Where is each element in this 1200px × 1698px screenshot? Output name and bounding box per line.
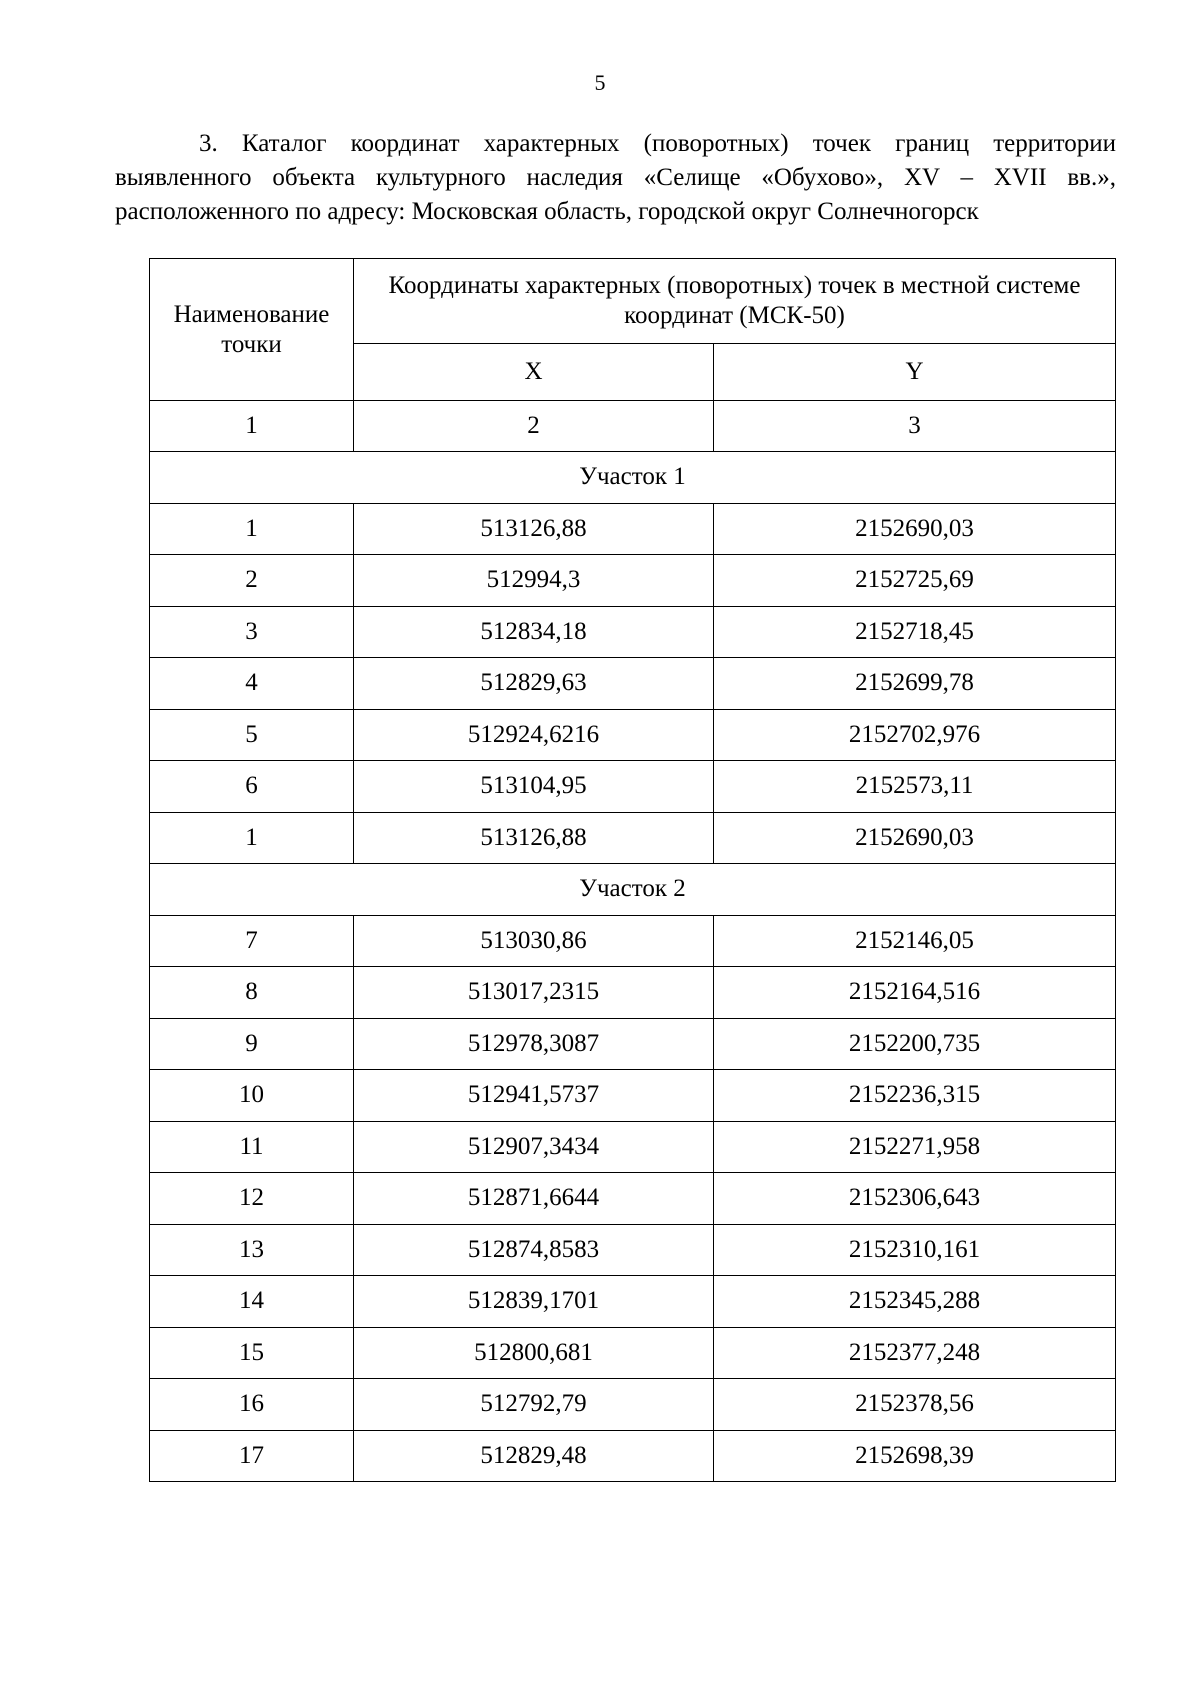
- table-row: [150, 503, 1116, 555]
- table-row: [150, 555, 1116, 607]
- page-number: 5: [594, 70, 606, 95]
- table-row: [150, 606, 1116, 658]
- x-coordinate-cell: 512941,5737: [354, 1070, 714, 1122]
- y-coordinate-cell: 2152702,976: [714, 709, 1116, 761]
- table-row: [150, 761, 1116, 813]
- column-number-1: 1: [150, 401, 354, 452]
- point-number-cell: 15: [150, 1327, 354, 1379]
- document-heading: [115, 127, 1116, 229]
- table-row: [150, 1276, 1116, 1328]
- x-coordinate-cell: 512978,3087: [354, 1018, 714, 1070]
- x-coordinate-cell: 512839,1701: [354, 1276, 714, 1328]
- x-coordinate-cell: 513030,86: [354, 915, 714, 967]
- point-name-header: Наименование точки: [150, 259, 354, 401]
- coordinates-table: [149, 258, 1116, 1482]
- table-row: [150, 1430, 1116, 1482]
- point-number-cell: 10: [150, 1070, 354, 1122]
- x-coordinate-cell: 512800,681: [354, 1327, 714, 1379]
- point-number-cell: 12: [150, 1173, 354, 1225]
- point-number-cell: 13: [150, 1224, 354, 1276]
- section-title: Участок 2: [150, 864, 1116, 916]
- y-coordinate-cell: 2152306,643: [714, 1173, 1116, 1225]
- table-row: [150, 1070, 1116, 1122]
- table-row: [150, 812, 1116, 864]
- y-coordinate-cell: 2152378,56: [714, 1379, 1116, 1431]
- heading-line-3: расположенного по адресу: Московская область, городской округ Солнечногорск: [115, 198, 979, 225]
- y-coordinate-cell: 2152164,516: [714, 967, 1116, 1019]
- section-row: [150, 452, 1116, 504]
- table-row: [150, 1018, 1116, 1070]
- y-coordinate-cell: 2152200,735: [714, 1018, 1116, 1070]
- y-coordinate-cell: 2152718,45: [714, 606, 1116, 658]
- y-coordinate-cell: 2152345,288: [714, 1276, 1116, 1328]
- header-row: [150, 259, 1116, 344]
- x-coordinate-cell: 512829,63: [354, 658, 714, 710]
- x-coordinate-cell: 512829,48: [354, 1430, 714, 1482]
- table-row: [150, 1121, 1116, 1173]
- x-coordinate-cell: 512994,3: [354, 555, 714, 607]
- section-title: Участок 1: [150, 452, 1116, 504]
- x-coordinate-cell: 513126,88: [354, 812, 714, 864]
- y-coordinate-cell: 2152725,69: [714, 555, 1116, 607]
- table-row: [150, 1379, 1116, 1431]
- point-number-cell: 16: [150, 1379, 354, 1431]
- y-coordinate-cell: 2152236,315: [714, 1070, 1116, 1122]
- y-coordinate-cell: 2152310,161: [714, 1224, 1116, 1276]
- y-header: Y: [714, 344, 1116, 401]
- column-number-2: 2: [354, 401, 714, 452]
- point-number-cell: 2: [150, 555, 354, 607]
- table-row: [150, 967, 1116, 1019]
- x-coordinate-cell: 512924,6216: [354, 709, 714, 761]
- point-number-cell: 4: [150, 658, 354, 710]
- y-coordinate-cell: 2152573,11: [714, 761, 1116, 813]
- x-coordinate-cell: 513017,2315: [354, 967, 714, 1019]
- heading-line-1: 3. Каталог координат характерных (поворотных) точек границ территории: [199, 130, 1116, 157]
- x-coordinate-cell: 512834,18: [354, 606, 714, 658]
- point-number-cell: 1: [150, 812, 354, 864]
- y-coordinate-cell: 2152690,03: [714, 812, 1116, 864]
- table-row: [150, 1173, 1116, 1225]
- y-coordinate-cell: 2152698,39: [714, 1430, 1116, 1482]
- x-coordinate-cell: 513104,95: [354, 761, 714, 813]
- x-coordinate-cell: 512871,6644: [354, 1173, 714, 1225]
- section-row: [150, 864, 1116, 916]
- table-row: [150, 709, 1116, 761]
- x-header: X: [354, 344, 714, 401]
- x-coordinate-cell: 512792,79: [354, 1379, 714, 1431]
- point-number-cell: 11: [150, 1121, 354, 1173]
- point-number-cell: 8: [150, 967, 354, 1019]
- point-number-cell: 17: [150, 1430, 354, 1482]
- x-coordinate-cell: 512907,3434: [354, 1121, 714, 1173]
- coords-title-header: Координаты характерных (поворотных) точек в местной системе координат (МСК-50): [354, 259, 1116, 344]
- heading-line-2: выявленного объекта культурного наследия «Селище «Обухово», XV – XVII вв.»,: [115, 164, 1116, 191]
- point-number-cell: 6: [150, 761, 354, 813]
- y-coordinate-cell: 2152690,03: [714, 503, 1116, 555]
- table-row: [150, 915, 1116, 967]
- column-number-row: [150, 401, 1116, 452]
- point-number-cell: 14: [150, 1276, 354, 1328]
- point-number-cell: 5: [150, 709, 354, 761]
- table-row: [150, 1327, 1116, 1379]
- y-coordinate-cell: 2152377,248: [714, 1327, 1116, 1379]
- x-coordinate-cell: 513126,88: [354, 503, 714, 555]
- point-number-cell: 9: [150, 1018, 354, 1070]
- y-coordinate-cell: 2152146,05: [714, 915, 1116, 967]
- column-number-3: 3: [714, 401, 1116, 452]
- y-coordinate-cell: 2152271,958: [714, 1121, 1116, 1173]
- x-coordinate-cell: 512874,8583: [354, 1224, 714, 1276]
- table-row: [150, 1224, 1116, 1276]
- point-number-cell: 1: [150, 503, 354, 555]
- point-number-cell: 7: [150, 915, 354, 967]
- y-coordinate-cell: 2152699,78: [714, 658, 1116, 710]
- point-number-cell: 3: [150, 606, 354, 658]
- table-row: [150, 658, 1116, 710]
